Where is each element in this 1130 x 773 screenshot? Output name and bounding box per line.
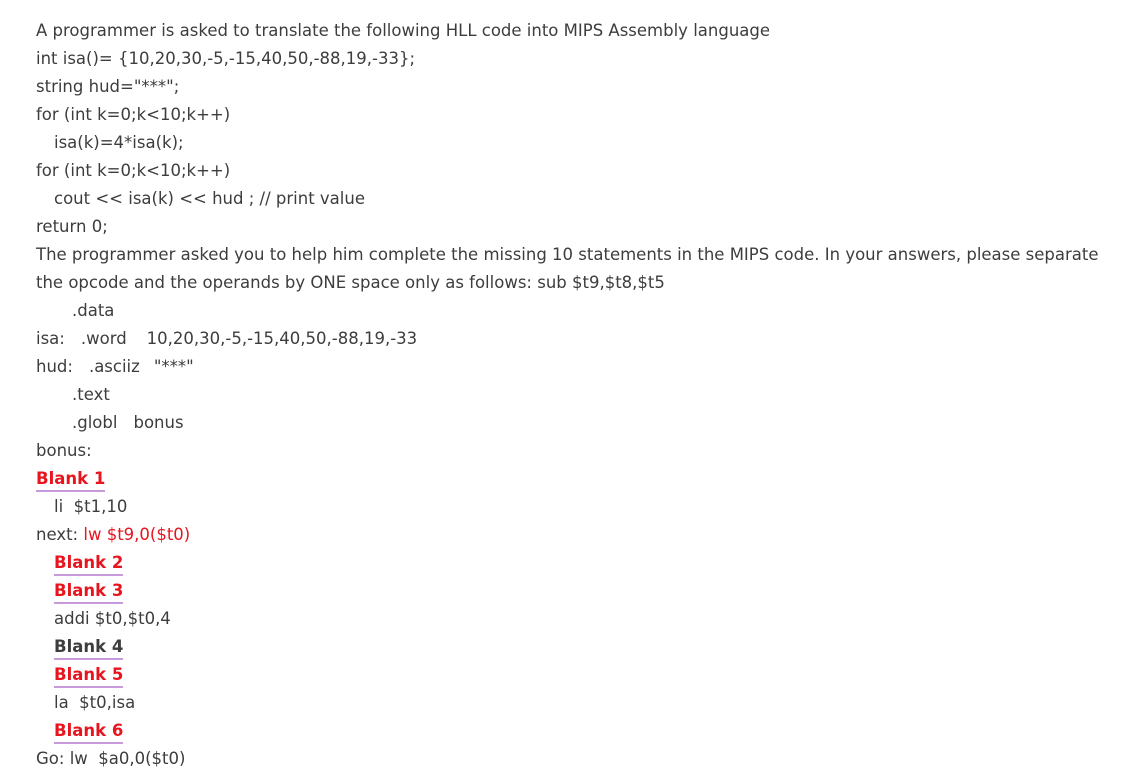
hll-line-multiply: isa(k)=4*isa(k); [54, 133, 184, 152]
blank-3-row [36, 577, 1116, 605]
blank-5-row [36, 661, 1116, 689]
blank-3[interactable]: Blank 3 [54, 581, 123, 604]
instructions-text: The programmer asked you to help him complete the missing 10 statements in the MIPS code. In your answers, please separate the opcode and the operands by ONE space only as follows: sub $t9,$t8,$t5 [36, 245, 1099, 292]
go-instruction: lw $a0,0($t0) [69, 749, 186, 768]
mips-addi-line: addi $t0,$t0,4 [54, 609, 171, 628]
hll-line-string: string hud="***"; [36, 77, 180, 96]
mips-next-line [36, 521, 1116, 549]
mips-li-line: li $t1,10 [54, 497, 128, 516]
blank-6-row [36, 717, 1116, 745]
mips-hud-line [36, 353, 1116, 381]
hll-line-for-1: for (int k=0;k<10;k++) [36, 105, 231, 124]
blank-4-row [36, 633, 1116, 661]
globl-directive: .globl [72, 413, 118, 432]
globl-name: bonus [133, 413, 184, 432]
next-label: next: [36, 525, 79, 544]
blank-2[interactable]: Blank 2 [54, 553, 123, 576]
mips-globl-line [36, 409, 1116, 437]
blank-6[interactable]: Blank 6 [54, 721, 123, 744]
blank-1[interactable]: Blank 1 [36, 469, 105, 492]
blank-4[interactable]: Blank 4 [54, 637, 123, 660]
isa-values: 10,20,30,-5,-15,40,50,-88,19,-33 [146, 329, 418, 348]
mips-text-directive: .text [72, 385, 110, 404]
mips-bonus-label: bonus: [36, 441, 92, 460]
mips-go-line [36, 745, 1116, 773]
mips-la-line: la $t0,isa [54, 693, 136, 712]
hud-label: hud: [36, 357, 73, 376]
hll-line-return: return 0; [36, 217, 108, 236]
go-label: Go: [36, 749, 65, 768]
hud-value: "***" [153, 357, 194, 376]
isa-directive: .word [80, 329, 127, 348]
mips-isa-line [36, 325, 1116, 353]
hll-line-cout: cout << isa(k) << hud ; // print value [54, 189, 365, 208]
hud-directive: .asciiz [88, 357, 140, 376]
hll-line-array: int isa()= {10,20,30,-5,-15,40,50,-88,19,-33}; [36, 49, 416, 68]
question-document [36, 17, 1116, 773]
blank-1-row [36, 465, 1116, 493]
mips-data-directive: .data [72, 301, 115, 320]
isa-label: isa: [36, 329, 65, 348]
intro-text: A programmer is asked to translate the following HLL code into MIPS Assembly language [36, 21, 771, 40]
blank-2-row [36, 549, 1116, 577]
next-instruction: lw $t9,0($t0) [83, 525, 191, 544]
hll-line-for-2: for (int k=0;k<10;k++) [36, 161, 231, 180]
blank-5[interactable]: Blank 5 [54, 665, 123, 688]
